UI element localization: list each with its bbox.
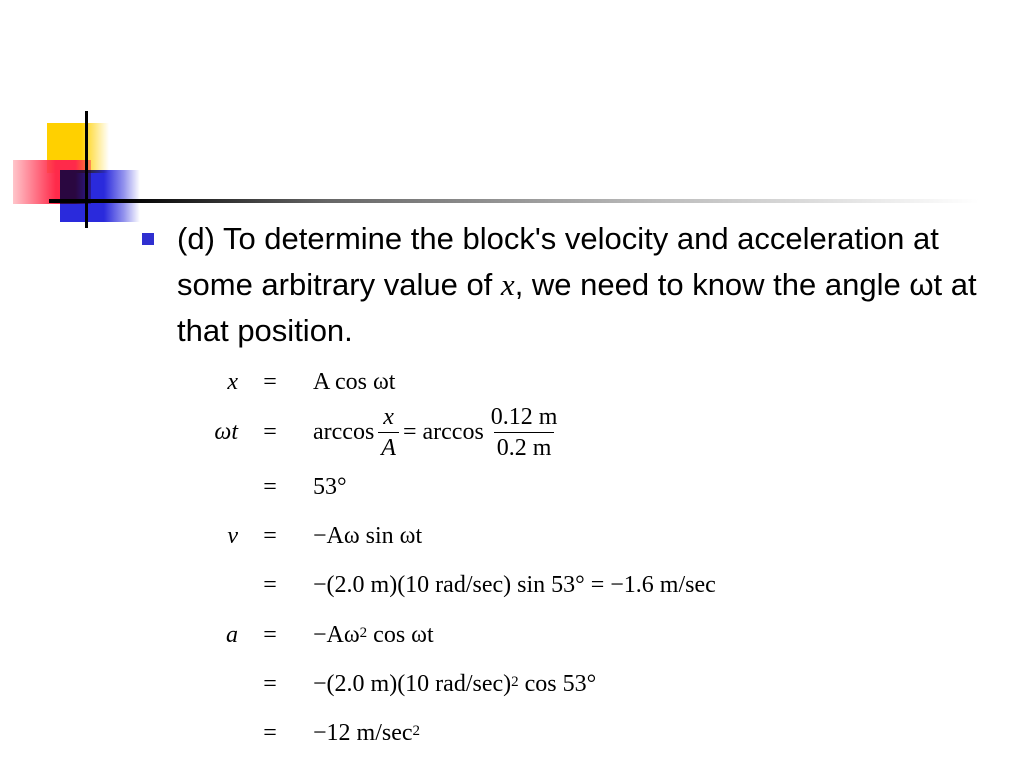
equals-sign: =	[263, 368, 277, 395]
equals-sign: =	[263, 719, 277, 746]
equals-sign: =	[263, 473, 277, 500]
equation-lhs: a	[226, 621, 238, 648]
bullet-text-before: (d) To determine the block's velocity and acceleration at some arbitrary value of	[177, 221, 939, 302]
vertical-rule	[85, 111, 88, 228]
equation-rhs	[313, 622, 434, 649]
rhs-part: cos ωt	[367, 621, 434, 648]
fraction-values	[488, 402, 561, 463]
equation-lhs: x	[227, 368, 238, 395]
equation-lhs: ωt	[214, 418, 238, 445]
slide-decoration	[0, 0, 1024, 240]
fraction-numerator: x	[383, 403, 394, 430]
equation-rhs	[313, 671, 596, 698]
equation-rhs: −Aω sin ωt	[313, 522, 423, 549]
fraction-x-over-a	[378, 402, 399, 463]
bullet-variable: x	[500, 267, 515, 302]
bullet-text-after: , we need to know the angle ωt at that position.	[177, 267, 977, 348]
fraction-denominator: 0.2 m	[494, 432, 555, 463]
equals-sign: =	[263, 418, 277, 445]
equation-rhs	[313, 402, 564, 463]
arccos-label: arccos	[313, 418, 375, 445]
rhs-part: −12 m/sec	[313, 719, 413, 746]
equals-sign: =	[263, 621, 277, 648]
bullet-icon	[142, 233, 154, 245]
equation-rhs	[313, 720, 420, 747]
equation-lhs: v	[227, 522, 238, 549]
exponent: 2	[412, 722, 421, 739]
rhs-part: −(2.0 m)(10 rad/sec)	[313, 670, 512, 697]
rhs-part: cos 53°	[518, 670, 597, 697]
equation-rhs: −(2.0 m)(10 rad/sec) sin 53° = −1.6 m/sec	[313, 571, 716, 598]
equals-sign: =	[263, 571, 277, 598]
fraction-denominator: A	[378, 432, 399, 463]
equation-rhs: 53°	[313, 473, 347, 500]
exponent: 2	[511, 673, 519, 690]
bullet-paragraph	[177, 216, 987, 354]
exponent: 2	[359, 624, 368, 641]
blue-square-decoration	[60, 170, 140, 222]
equals-sign: =	[263, 670, 277, 697]
equation-rhs: A cos ωt	[313, 368, 396, 395]
arccos-label: = arccos	[402, 418, 484, 445]
horizontal-rule	[49, 199, 979, 203]
equals-sign: =	[263, 522, 277, 549]
rhs-part: −Aω	[313, 621, 360, 648]
fraction-numerator: 0.12 m	[490, 403, 558, 430]
